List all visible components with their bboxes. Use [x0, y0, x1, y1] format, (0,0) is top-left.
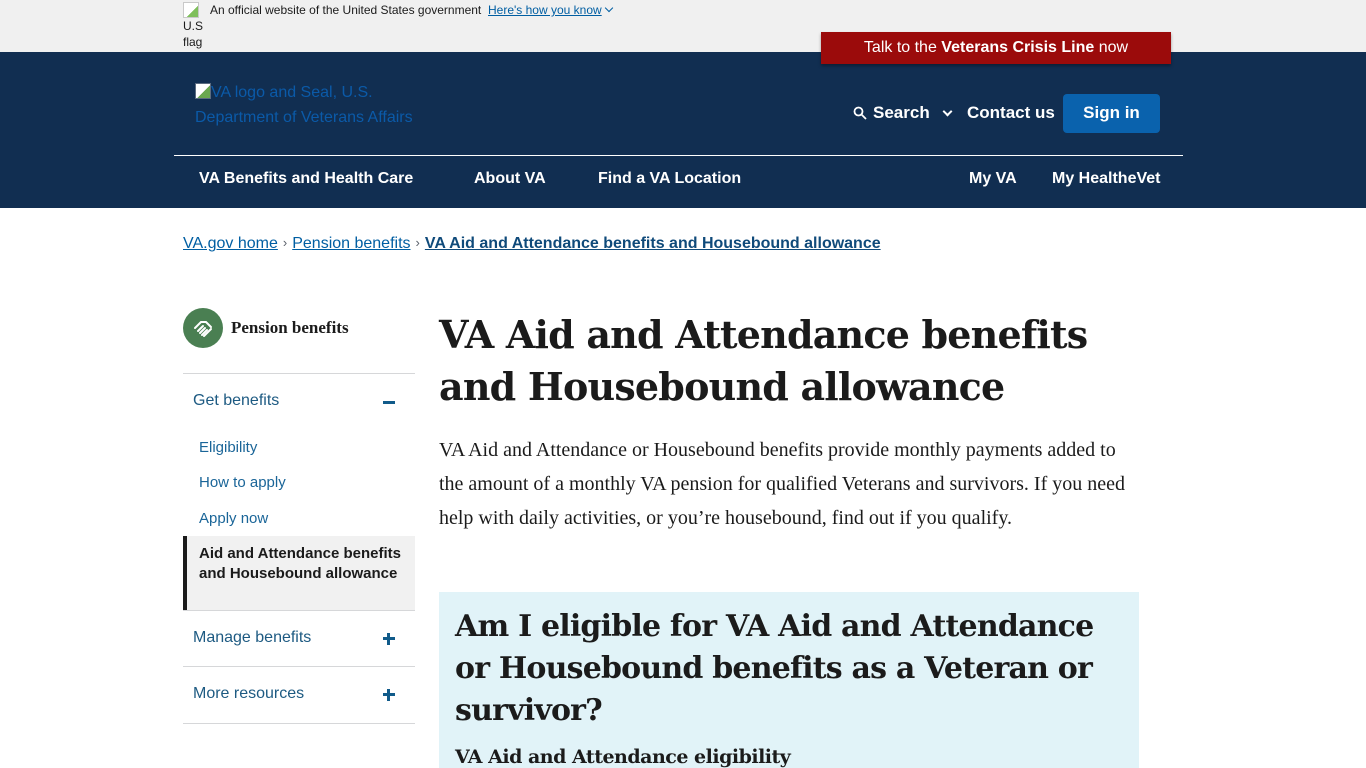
eligibility-callout — [439, 592, 1139, 768]
sidebar-title: Pension benefits — [231, 318, 349, 337]
sidebar-section-get-benefits[interactable]: Get benefits — [193, 392, 280, 409]
callout-subheading: VA Aid and Attendance eligibility — [455, 746, 791, 768]
sidebar-item-apply-now[interactable]: Apply now — [199, 510, 269, 527]
sidebar-item-how-to-apply[interactable]: How to apply — [199, 474, 286, 491]
us-flag-image — [183, 2, 207, 50]
search-icon — [853, 106, 867, 120]
nav-my-healthevet[interactable]: My HealtheVet — [1052, 170, 1161, 187]
breadcrumb — [183, 235, 881, 253]
crisis-pre-text: Talk to the — [863, 39, 942, 56]
crisis-post-text: now — [1094, 39, 1129, 56]
va-logo-link[interactable] — [195, 80, 455, 130]
nav-va-benefits-and-health-care[interactable]: VA Benefits and Health Care — [199, 170, 414, 187]
sidebar-item-aid-and-attendance-active[interactable]: Aid and Attendance benefits and Housebound allowance — [183, 536, 415, 610]
breadcrumb-separator-icon: › — [415, 235, 420, 250]
heres-how-you-know-link[interactable] — [488, 3, 612, 17]
contact-us-link[interactable]: Contact us — [967, 103, 1055, 122]
official-website-text: An official website of the United States government — [210, 3, 482, 17]
expand-plus-icon[interactable] — [382, 632, 396, 646]
flag-alt-text: U.S flag — [183, 19, 204, 49]
callout-heading: Am I eligible for VA Aid and Attendance or Housebound benefits as a Veteran or survivor? — [455, 609, 1094, 728]
sidebar-divider — [183, 666, 415, 667]
sidebar-section-more-resources[interactable]: More resources — [193, 685, 305, 702]
handshake-icon — [183, 308, 223, 348]
sidebar-header — [183, 308, 349, 348]
nav-find-a-va-location[interactable]: Find a VA Location — [598, 170, 742, 187]
sidebar-divider — [183, 373, 415, 374]
header-divider — [174, 155, 1183, 156]
search-menu-button[interactable] — [853, 94, 951, 132]
veterans-crisis-line-button[interactable] — [821, 32, 1171, 64]
breadcrumb-va-gov-home[interactable]: VA.gov home — [183, 235, 278, 252]
va-logo-alt-text: VA logo and Seal, U.S. Department of Veterans Affairs — [195, 84, 413, 126]
nav-my-va[interactable]: My VA — [969, 170, 1017, 187]
sign-in-button[interactable]: Sign in — [1063, 94, 1160, 133]
expand-plus-icon[interactable] — [382, 688, 396, 702]
breadcrumb-separator-icon: › — [282, 235, 288, 250]
sidebar-item-eligibility[interactable]: Eligibility — [199, 439, 258, 456]
chevron-down-icon — [604, 4, 612, 12]
breadcrumb-current-page[interactable]: VA Aid and Attendance benefits and Housebound allowance — [424, 235, 881, 252]
search-label: Search — [873, 103, 930, 122]
page-title: VA Aid and Attendance benefits and Housebound allowance — [439, 312, 1088, 409]
chevron-down-icon — [942, 106, 952, 116]
breadcrumb-pension-benefits[interactable]: Pension benefits — [292, 235, 411, 252]
sidebar-section-manage-benefits[interactable]: Manage benefits — [193, 629, 312, 646]
broken-image-icon — [183, 2, 199, 18]
heres-how-you-know-label: Here's how you know — [488, 3, 602, 17]
nav-about-va[interactable]: About VA — [474, 170, 546, 187]
broken-image-icon — [195, 83, 211, 99]
intro-paragraph: VA Aid and Attendance or Housebound benefits provide monthly payments added to the amount of a monthly VA pension for qualified Veterans and survivors. If you need help with daily activities, or you’re housebound, find out if you qualify. — [439, 439, 1125, 529]
collapse-minus-icon[interactable] — [382, 395, 396, 409]
sidebar-divider — [183, 610, 415, 611]
crisis-bold-text: Veterans Crisis Line — [941, 39, 1095, 56]
sidebar-divider — [183, 723, 415, 724]
